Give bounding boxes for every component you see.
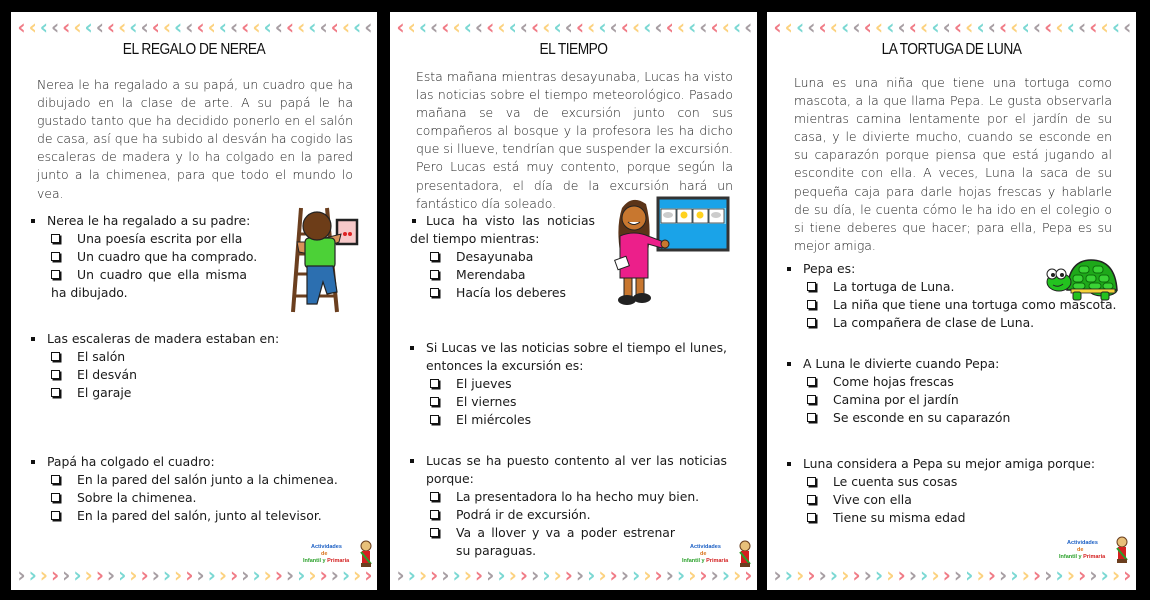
question-stem: Si Lucas ve las noticias sobre el tiempo el lunes, entonces la excursión es: (410, 339, 727, 375)
chevron-right-icon: › (897, 566, 904, 584)
chevron-right-icon: › (28, 566, 35, 584)
checkbox-icon[interactable] (51, 270, 60, 279)
question-1 (410, 212, 595, 302)
chevron-left-icon: ‹ (1123, 18, 1130, 36)
mascot-icon (1115, 536, 1129, 564)
card-title: EL TIEMPO (539, 41, 608, 58)
chevron-right-icon: › (965, 566, 972, 584)
chevron-right-icon: › (50, 566, 58, 584)
chevron-right-icon: › (676, 566, 684, 584)
chevron-right-icon: › (1032, 566, 1040, 584)
question-stem: Pepa es: (787, 260, 1117, 278)
chevron-right-icon: › (841, 566, 848, 584)
worksheet-card-el-regalo-de-nerea (11, 12, 377, 590)
checkbox-icon[interactable] (430, 415, 439, 424)
chevron-left-icon: ‹ (598, 18, 605, 36)
chevron-right-icon: › (773, 566, 780, 584)
chevron-left-icon: ‹ (129, 18, 136, 36)
chevron-left-icon: ‹ (463, 18, 470, 36)
chevron-right-icon: › (39, 566, 46, 584)
chevron-right-icon: › (441, 566, 448, 584)
chevron-left-icon: ‹ (353, 18, 360, 36)
chevron-left-icon: ‹ (341, 18, 349, 36)
chevron-right-icon: › (807, 566, 814, 584)
chevron-left-icon: ‹ (886, 18, 893, 36)
checkbox-icon[interactable] (430, 510, 439, 519)
chevron-left-icon: ‹ (564, 18, 571, 36)
answer-option[interactable]: Come hojas frescas (807, 373, 1117, 391)
chevron-right-icon: › (151, 566, 158, 584)
question-3 (787, 455, 1117, 527)
chevron-right-icon: › (654, 566, 661, 584)
chevron-left-icon: ‹ (396, 18, 403, 36)
chevron-left-icon: ‹ (987, 18, 994, 36)
chevron-right-icon: › (162, 566, 170, 584)
chevron-left-icon: ‹ (95, 18, 102, 36)
checkbox-icon[interactable] (430, 397, 439, 406)
question-stem: Papá ha colgado el cuadro: (31, 453, 361, 471)
publisher-logo: Actividades de Infantil y Primaria (303, 540, 373, 570)
chevron-right-icon: › (795, 566, 803, 584)
question-2 (787, 355, 1117, 427)
chevron-right-icon: › (818, 566, 825, 584)
chevron-left-icon: ‹ (542, 18, 549, 36)
answer-option[interactable]: La compañera de clase de Luna. (807, 314, 1117, 332)
chevron-right-icon: › (1100, 566, 1107, 584)
chevron-left-icon: ‹ (784, 18, 791, 36)
story-text: Nerea le ha regalado a su papá, un cuadro que ha dibujado en la clase de arte. A su papá le ha gustado tanto que ha decidido ponerlo en el salón de casa, así que ha subido al desván ha cogido las escaleras de madera y lo ha colgado en la pared junto a la chimenea, para que todo el mundo lo vea. (37, 77, 353, 201)
chevron-right-icon: › (229, 566, 237, 584)
chevron-border-top (15, 18, 373, 36)
answer-option[interactable]: El salón (51, 348, 351, 366)
chevron-right-icon: › (452, 566, 459, 584)
chevron-right-icon: › (297, 566, 304, 584)
chevron-right-icon: › (274, 566, 281, 584)
chevron-left-icon: ‹ (897, 18, 904, 36)
checkbox-icon[interactable] (430, 528, 439, 537)
answer-option[interactable]: Se esconde en su caparazón (807, 409, 1117, 427)
chevron-left-icon: ‹ (474, 18, 482, 36)
chevron-right-icon: › (196, 566, 203, 584)
chevron-right-icon: › (721, 566, 728, 584)
chevron-right-icon: › (564, 566, 571, 584)
card-title: EL REGALO DE NEREA (122, 41, 266, 58)
checkbox-icon[interactable] (430, 252, 439, 261)
story-text: Luna es una niña que tiene una tortuga como mascota, a la que llama Pepa. Le gusta observarla mientras camina lentamente por el jardín de su casa, y le divierte mucho, cuando se esconde en su caparazón porque piensa que está jugando al escondite con ella. A veces, Luna la saca de su pequeña caja para darle hojas frescas y hablarle de su día, le cuenta cómo le ha ido en el colegio o si tiene deberes que hacer; para ella, Pepa es su mejor amiga. (794, 75, 1112, 253)
chevron-left-icon: ‹ (942, 18, 949, 36)
chevron-right-icon: › (73, 566, 80, 584)
chevron-left-icon: ‹ (931, 18, 938, 36)
chevron-right-icon: › (407, 566, 414, 584)
worksheet-card-el-tiempo (390, 12, 757, 590)
chevron-left-icon: ‹ (519, 18, 527, 36)
answer-option[interactable]: El miércoles (430, 411, 727, 429)
chevron-right-icon: › (609, 566, 616, 584)
answer-option[interactable]: Tiene su misma edad (807, 509, 1117, 527)
chevron-right-icon: › (999, 566, 1006, 584)
chevron-right-icon: › (218, 566, 225, 584)
chevron-right-icon: › (553, 566, 560, 584)
chevron-right-icon: › (710, 566, 717, 584)
chevron-right-icon: › (1123, 566, 1130, 584)
chevron-right-icon: › (620, 566, 627, 584)
chevron-left-icon: ‹ (252, 18, 259, 36)
chevron-left-icon: ‹ (430, 18, 437, 36)
checkbox-icon[interactable] (807, 495, 816, 504)
chevron-right-icon: › (396, 566, 403, 584)
answer-option[interactable]: Camina por el jardín (807, 391, 1117, 409)
chevron-left-icon: ‹ (953, 18, 961, 36)
chevron-left-icon: ‹ (185, 18, 192, 36)
chevron-left-icon: ‹ (852, 18, 859, 36)
chevron-right-icon: › (732, 566, 740, 584)
chevron-left-icon: ‹ (920, 18, 927, 36)
mascot-icon (359, 540, 373, 568)
chevron-right-icon: › (207, 566, 214, 584)
checkbox-icon[interactable] (807, 477, 816, 486)
chevron-right-icon: › (508, 566, 515, 584)
chevron-left-icon: ‹ (620, 18, 627, 36)
chevron-right-icon: › (353, 566, 360, 584)
chevron-left-icon: ‹ (229, 18, 237, 36)
answer-option[interactable]: La tortuga de Luna. (807, 278, 1117, 296)
chevron-right-icon: › (920, 566, 927, 584)
chevron-right-icon: › (519, 566, 527, 584)
chevron-right-icon: › (829, 566, 837, 584)
mascot-icon (738, 540, 752, 568)
chevron-right-icon: › (688, 566, 695, 584)
chevron-left-icon: ‹ (497, 18, 504, 36)
answer-option[interactable]: La niña que tiene una tortuga como mascota. (807, 296, 1117, 314)
chevron-right-icon: › (587, 566, 594, 584)
chevron-left-icon: ‹ (28, 18, 35, 36)
chevron-left-icon: ‹ (829, 18, 837, 36)
chevron-right-icon: › (1044, 566, 1051, 584)
question-stem: Las escaleras de madera estaban en: (31, 330, 351, 348)
chevron-left-icon: ‹ (162, 18, 170, 36)
chevron-left-icon: ‹ (308, 18, 315, 36)
chevron-right-icon: › (17, 566, 24, 584)
answer-option[interactable]: El garaje (51, 384, 351, 402)
chevron-left-icon: ‹ (744, 18, 751, 36)
chevron-right-icon: › (886, 566, 893, 584)
chevron-right-icon: › (784, 566, 791, 584)
checkbox-icon[interactable] (51, 252, 60, 261)
answer-option[interactable]: Vive con ella (807, 491, 1117, 509)
chevron-left-icon: ‹ (908, 18, 915, 36)
chevron-right-icon: › (1010, 566, 1017, 584)
chevron-left-icon: ‹ (1077, 18, 1085, 36)
chevron-right-icon: › (852, 566, 859, 584)
chevron-left-icon: ‹ (441, 18, 448, 36)
chevron-left-icon: ‹ (330, 18, 337, 36)
chevron-left-icon: ‹ (531, 18, 538, 36)
chevron-left-icon: ‹ (319, 18, 326, 36)
chevron-left-icon: ‹ (285, 18, 293, 36)
chevron-left-icon: ‹ (84, 18, 91, 36)
chevron-left-icon: ‹ (407, 18, 414, 36)
question-1 (31, 212, 281, 302)
chevron-left-icon: ‹ (710, 18, 717, 36)
answer-option[interactable]: Va a llover y va a poder estrenar su paraguas. (430, 524, 675, 560)
chevron-left-icon: ‹ (73, 18, 80, 36)
weather-presenter-illustration (612, 196, 730, 308)
chevron-right-icon: › (1055, 566, 1062, 584)
chevron-left-icon: ‹ (688, 18, 695, 36)
chevron-left-icon: ‹ (654, 18, 661, 36)
chevron-border-bottom (15, 566, 373, 584)
chevron-right-icon: › (987, 566, 994, 584)
answer-option[interactable]: Sobre la chimenea. (51, 489, 361, 507)
chevron-left-icon: ‹ (174, 18, 181, 36)
answer-option[interactable]: Un cuadro que ella misma ha dibujado. (51, 267, 247, 300)
publisher-logo: Actividades de Infantil y Primaria (682, 540, 752, 570)
chevron-left-icon: ‹ (732, 18, 740, 36)
answer-option[interactable]: El desván (51, 366, 351, 384)
chevron-left-icon: ‹ (218, 18, 225, 36)
answer-option[interactable]: Hacía los deberes (430, 284, 595, 302)
chevron-left-icon: ‹ (140, 18, 147, 36)
chevron-left-icon: ‹ (1100, 18, 1107, 36)
chevron-left-icon: ‹ (1010, 18, 1017, 36)
chevron-left-icon: ‹ (297, 18, 304, 36)
chevron-left-icon: ‹ (418, 18, 426, 36)
chevron-right-icon: › (699, 566, 706, 584)
answer-option[interactable]: En la pared del salón, junto al televisor. (51, 507, 361, 525)
chevron-right-icon: › (263, 566, 270, 584)
answer-option[interactable]: En la pared del salón junto a la chimenea. (51, 471, 361, 489)
question-stem: Luna considera a Pepa su mejor amiga porque: (787, 455, 1117, 473)
checkbox-icon[interactable] (807, 513, 816, 522)
question-1 (787, 260, 1117, 332)
chevron-left-icon: ‹ (118, 18, 125, 36)
chevron-right-icon: › (308, 566, 315, 584)
question-stem: Luca ha visto las noticias del tiempo mientras: (410, 213, 595, 246)
checkbox-icon[interactable] (807, 318, 816, 327)
checkbox-icon[interactable] (51, 493, 60, 502)
answer-option[interactable]: Merendaba (430, 266, 595, 284)
checkbox-icon[interactable] (807, 300, 816, 309)
chevron-right-icon: › (84, 566, 91, 584)
question-3 (31, 453, 361, 525)
chevron-right-icon: › (531, 566, 538, 584)
chevron-left-icon: ‹ (364, 18, 371, 36)
chevron-right-icon: › (319, 566, 326, 584)
chevron-left-icon: ‹ (721, 18, 728, 36)
chevron-left-icon: ‹ (241, 18, 248, 36)
checkbox-icon[interactable] (807, 282, 816, 291)
chevron-left-icon: ‹ (976, 18, 983, 36)
publisher-logo: Actividades de Infantil y Primaria (1059, 536, 1129, 566)
answer-option[interactable]: Desayunaba (430, 248, 595, 266)
answer-option[interactable]: El jueves (430, 375, 727, 393)
chevron-left-icon: ‹ (62, 18, 69, 36)
checkbox-icon[interactable] (51, 370, 60, 379)
checkbox-icon[interactable] (51, 511, 60, 520)
checkbox-icon[interactable] (430, 492, 439, 501)
chevron-right-icon: › (1066, 566, 1073, 584)
chevron-right-icon: › (631, 566, 639, 584)
chevron-right-icon: › (252, 566, 259, 584)
checkbox-icon[interactable] (51, 388, 60, 397)
chevron-left-icon: ‹ (773, 18, 780, 36)
boy-on-ladder-illustration (287, 204, 363, 316)
chevron-left-icon: ‹ (965, 18, 972, 36)
chevron-right-icon: › (908, 566, 915, 584)
chevron-left-icon: ‹ (631, 18, 639, 36)
chevron-right-icon: › (486, 566, 493, 584)
answer-option[interactable]: Podrá ir de excursión. (430, 506, 727, 524)
chevron-right-icon: › (575, 566, 583, 584)
chevron-left-icon: ‹ (874, 18, 882, 36)
chevron-right-icon: › (874, 566, 882, 584)
chevron-left-icon: ‹ (1066, 18, 1073, 36)
chevron-left-icon: ‹ (587, 18, 594, 36)
chevron-right-icon: › (1111, 566, 1119, 584)
answer-option[interactable]: La presentadora lo ha hecho muy bien. (430, 488, 727, 506)
chevron-left-icon: ‹ (1021, 18, 1028, 36)
checkbox-icon[interactable] (807, 413, 816, 422)
chevron-right-icon: › (1077, 566, 1085, 584)
chevron-right-icon: › (931, 566, 938, 584)
answer-option[interactable]: Una poesía escrita por ella (51, 230, 281, 248)
question-3 (410, 452, 727, 560)
chevron-left-icon: ‹ (17, 18, 24, 36)
answer-option[interactable]: El viernes (430, 393, 727, 411)
chevron-right-icon: › (95, 566, 102, 584)
chevron-right-icon: › (118, 566, 125, 584)
checkbox-icon[interactable] (51, 475, 60, 484)
chevron-left-icon: ‹ (795, 18, 803, 36)
chevron-left-icon: ‹ (1089, 18, 1096, 36)
chevron-right-icon: › (953, 566, 961, 584)
card-title: LA TORTUGA DE LUNA (881, 41, 1022, 58)
question-2 (31, 330, 351, 402)
question-2 (410, 339, 727, 429)
chevron-left-icon: ‹ (39, 18, 46, 36)
chevron-right-icon: › (665, 566, 672, 584)
chevron-left-icon: ‹ (1032, 18, 1040, 36)
chevron-left-icon: ‹ (452, 18, 459, 36)
chevron-left-icon: ‹ (999, 18, 1006, 36)
checkbox-icon[interactable] (430, 379, 439, 388)
chevron-right-icon: › (129, 566, 136, 584)
chevron-right-icon: › (430, 566, 437, 584)
answer-option[interactable]: Le cuenta sus cosas (807, 473, 1117, 491)
chevron-left-icon: ‹ (50, 18, 58, 36)
chevron-right-icon: › (643, 566, 650, 584)
chevron-left-icon: ‹ (196, 18, 203, 36)
story-text: Esta mañana mientras desayunaba, Lucas ha visto las noticias sobre el tiempo meteorológico. Pasado mañana se va de excursión junto con sus compañeros al bosque y la profesora les ha dicho que si llueve, tendrían que suspender la excursión. Pero Lucas está muy contento, porque según la presentadora, el día de la excursión hará un fantástico día soleado. (416, 69, 733, 211)
question-stem: Nerea le ha regalado a su padre: (31, 212, 281, 230)
chevron-right-icon: › (241, 566, 248, 584)
chevron-right-icon: › (1089, 566, 1096, 584)
answer-option[interactable]: Un cuadro que ha comprado. (51, 248, 281, 266)
chevron-right-icon: › (364, 566, 371, 584)
chevron-left-icon: ‹ (1055, 18, 1062, 36)
chevron-right-icon: › (863, 566, 870, 584)
chevron-border-bottom (771, 566, 1132, 584)
chevron-left-icon: ‹ (553, 18, 560, 36)
chevron-right-icon: › (185, 566, 192, 584)
chevron-border-top (394, 18, 753, 36)
chevron-right-icon: › (330, 566, 337, 584)
chevron-left-icon: ‹ (863, 18, 870, 36)
checkbox-icon[interactable] (51, 352, 60, 361)
question-stem: A Luna le divierte cuando Pepa: (787, 355, 1117, 373)
chevron-left-icon: ‹ (1044, 18, 1051, 36)
chevron-right-icon: › (976, 566, 983, 584)
chevron-border-top (771, 18, 1132, 36)
chevron-right-icon: › (542, 566, 549, 584)
chevron-right-icon: › (1021, 566, 1028, 584)
chevron-left-icon: ‹ (151, 18, 158, 36)
chevron-left-icon: ‹ (575, 18, 583, 36)
chevron-left-icon: ‹ (699, 18, 706, 36)
chevron-right-icon: › (174, 566, 181, 584)
chevron-left-icon: ‹ (609, 18, 616, 36)
chevron-right-icon: › (106, 566, 114, 584)
chevron-right-icon: › (285, 566, 293, 584)
chevron-right-icon: › (418, 566, 426, 584)
chevron-left-icon: ‹ (207, 18, 214, 36)
chevron-right-icon: › (497, 566, 504, 584)
chevron-left-icon: ‹ (676, 18, 684, 36)
chevron-left-icon: ‹ (818, 18, 825, 36)
chevron-right-icon: › (341, 566, 349, 584)
chevron-left-icon: ‹ (841, 18, 848, 36)
checkbox-icon[interactable] (430, 288, 439, 297)
chevron-left-icon: ‹ (508, 18, 515, 36)
chevron-right-icon: › (463, 566, 470, 584)
chevron-left-icon: ‹ (106, 18, 114, 36)
question-stem: Lucas se ha puesto contento al ver las noticias porque: (410, 452, 727, 488)
worksheet-card-la-tortuga-de-luna (767, 12, 1136, 590)
chevron-right-icon: › (598, 566, 605, 584)
chevron-border-bottom (394, 566, 753, 584)
chevron-left-icon: ‹ (643, 18, 650, 36)
chevron-right-icon: › (942, 566, 949, 584)
chevron-right-icon: › (744, 566, 751, 584)
chevron-left-icon: ‹ (486, 18, 493, 36)
chevron-left-icon: ‹ (665, 18, 672, 36)
checkbox-icon[interactable] (430, 270, 439, 279)
chevron-right-icon: › (140, 566, 147, 584)
chevron-left-icon: ‹ (263, 18, 270, 36)
chevron-left-icon: ‹ (807, 18, 814, 36)
chevron-right-icon: › (62, 566, 69, 584)
checkbox-icon[interactable] (807, 395, 816, 404)
checkbox-icon[interactable] (807, 377, 816, 386)
chevron-left-icon: ‹ (274, 18, 281, 36)
chevron-right-icon: › (474, 566, 482, 584)
chevron-left-icon: ‹ (1111, 18, 1119, 36)
checkbox-icon[interactable] (51, 234, 60, 243)
